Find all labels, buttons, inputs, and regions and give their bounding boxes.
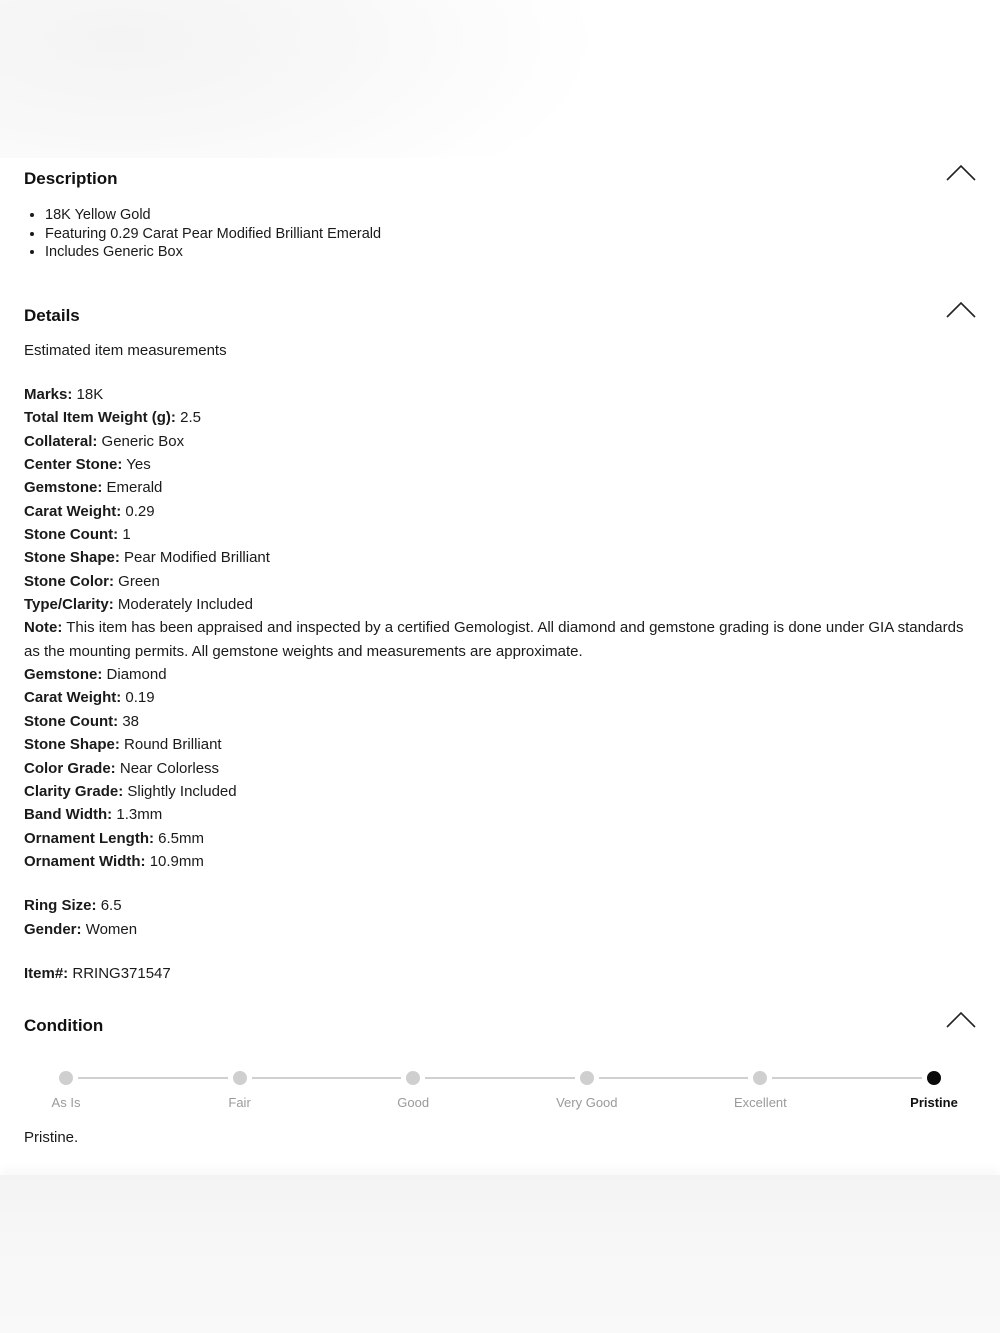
details-specs-group <box>24 962 976 985</box>
spec-label: Ornament Width: <box>24 852 146 870</box>
spec-value: Green <box>118 572 160 590</box>
spec-row <box>24 523 976 546</box>
condition-scale <box>24 1068 976 1118</box>
spec-value: Women <box>85 920 138 938</box>
details-specs-group <box>24 383 976 873</box>
spec-row <box>24 733 976 756</box>
spec-value: 6.5mm <box>158 829 205 847</box>
details-section <box>24 303 976 985</box>
condition-title: Condition <box>24 1016 104 1035</box>
spec-value: Emerald <box>106 479 163 497</box>
condition-track-segment <box>425 1077 575 1079</box>
spec-row <box>24 546 976 569</box>
product-image-top <box>0 0 1000 158</box>
spec-label: Gemstone: <box>24 666 103 684</box>
description-item: • Featuring 0.29 Carat Pear Modified Brilliant Emerald <box>45 225 976 244</box>
spec-row <box>24 962 976 985</box>
condition-track-segment <box>252 1077 402 1079</box>
description-list <box>24 206 976 262</box>
condition-track-segment <box>78 1077 228 1079</box>
condition-description: Pristine. <box>24 1129 79 1146</box>
spec-value: Pear Modified Brilliant <box>124 549 270 567</box>
condition-level-label: Fair <box>228 1095 251 1110</box>
details-title: Details <box>24 306 80 325</box>
spec-row <box>24 803 976 826</box>
spec-label: Carat Weight: <box>24 689 122 707</box>
spec-row <box>24 686 976 709</box>
description-item: • Includes Generic Box <box>45 243 976 262</box>
condition-level-label: Good <box>397 1095 430 1110</box>
condition-track-segment <box>599 1077 749 1079</box>
condition-level-label: Very Good <box>556 1095 618 1110</box>
spec-row <box>24 780 976 803</box>
spec-label: Ornament Length: <box>24 829 154 847</box>
spec-label: Clarity Grade: <box>24 782 124 800</box>
chevron-up-icon[interactable] <box>946 162 976 184</box>
spec-row <box>24 593 976 616</box>
description-item: • 18K Yellow Gold <box>45 206 976 225</box>
spec-value: 0.19 <box>125 689 155 707</box>
spec-value: 6.5 <box>100 897 122 915</box>
spec-value: Moderately Included <box>117 596 254 614</box>
spec-row <box>24 850 976 873</box>
spec-value: RRING371547 <box>72 964 171 982</box>
spec-label: Stone Color: <box>24 572 114 590</box>
spec-label: Color Grade: <box>24 759 116 777</box>
product-image-bottom <box>0 1175 1000 1333</box>
condition-dot <box>406 1071 420 1085</box>
spec-value: 18K <box>76 386 104 403</box>
spec-label: Stone Shape: <box>24 736 120 754</box>
spec-value: 1 <box>122 526 131 544</box>
spec-label: Gemstone: <box>24 479 103 497</box>
spec-row <box>24 663 976 686</box>
condition-dot <box>59 1071 73 1085</box>
description-section <box>24 166 976 262</box>
spec-row <box>24 616 976 663</box>
details-header[interactable] <box>24 303 976 329</box>
spec-row <box>24 430 976 453</box>
spec-row <box>24 757 976 780</box>
spec-label: Collateral: <box>24 432 98 450</box>
spec-value: 1.3mm <box>116 806 163 824</box>
spec-row <box>24 476 976 499</box>
condition-section <box>24 1013 976 1039</box>
chevron-up-icon[interactable] <box>946 1009 976 1031</box>
description-header[interactable] <box>24 166 976 192</box>
chevron-up-icon[interactable] <box>946 299 976 321</box>
spec-label: Stone Count: <box>24 526 119 544</box>
spec-label: Item#: <box>24 964 69 982</box>
spec-row <box>24 383 976 406</box>
description-title: Description <box>24 169 118 188</box>
spec-label: Stone Shape: <box>24 549 120 567</box>
spec-value: 2.5 <box>180 409 201 427</box>
spec-value: This item has been appraised and inspected by a certified Gemologist. All diamond and gemstone grading is done under GIA standards as the mounting permits. All gemstone weights and measurements are approximate. <box>24 619 964 660</box>
spec-label: Band Width: <box>24 806 113 824</box>
spec-row <box>24 406 976 429</box>
spec-value: 38 <box>122 712 140 730</box>
condition-level-label: As Is <box>51 1095 81 1110</box>
spec-row <box>24 570 976 593</box>
spec-value: Generic Box <box>101 432 185 450</box>
spec-value: Slightly Included <box>127 782 237 800</box>
condition-dot <box>753 1071 767 1085</box>
spec-row <box>24 918 976 941</box>
spec-label: Marks: <box>24 386 73 403</box>
spec-row <box>24 827 976 850</box>
spec-row <box>24 710 976 733</box>
spec-label: Total Item Weight (g): <box>24 409 176 427</box>
details-subtitle: Estimated item measurements <box>24 342 227 359</box>
spec-value: Yes <box>126 456 151 474</box>
spec-row <box>24 894 976 917</box>
condition-dot <box>927 1071 941 1085</box>
condition-header[interactable] <box>24 1013 976 1039</box>
spec-label: Type/Clarity: <box>24 596 114 614</box>
spec-label: Stone Count: <box>24 712 119 730</box>
spec-label: Note: <box>24 619 63 637</box>
condition-level-label: Excellent <box>734 1095 787 1110</box>
spec-row <box>24 453 976 476</box>
spec-label: Center Stone: <box>24 456 123 474</box>
condition-track-segment <box>772 1077 922 1079</box>
spec-label: Ring Size: <box>24 897 97 915</box>
spec-value: 0.29 <box>125 502 155 520</box>
condition-dot <box>580 1071 594 1085</box>
spec-value: Diamond <box>106 666 167 684</box>
condition-level-label: Pristine <box>910 1095 958 1110</box>
details-specs-group <box>24 894 976 941</box>
spec-value: Near Colorless <box>119 759 220 777</box>
spec-label: Gender: <box>24 920 82 938</box>
spec-value: Round Brilliant <box>124 736 222 754</box>
condition-dot <box>233 1071 247 1085</box>
spec-row <box>24 500 976 523</box>
spec-label: Carat Weight: <box>24 502 122 520</box>
spec-value: 10.9mm <box>149 852 204 870</box>
